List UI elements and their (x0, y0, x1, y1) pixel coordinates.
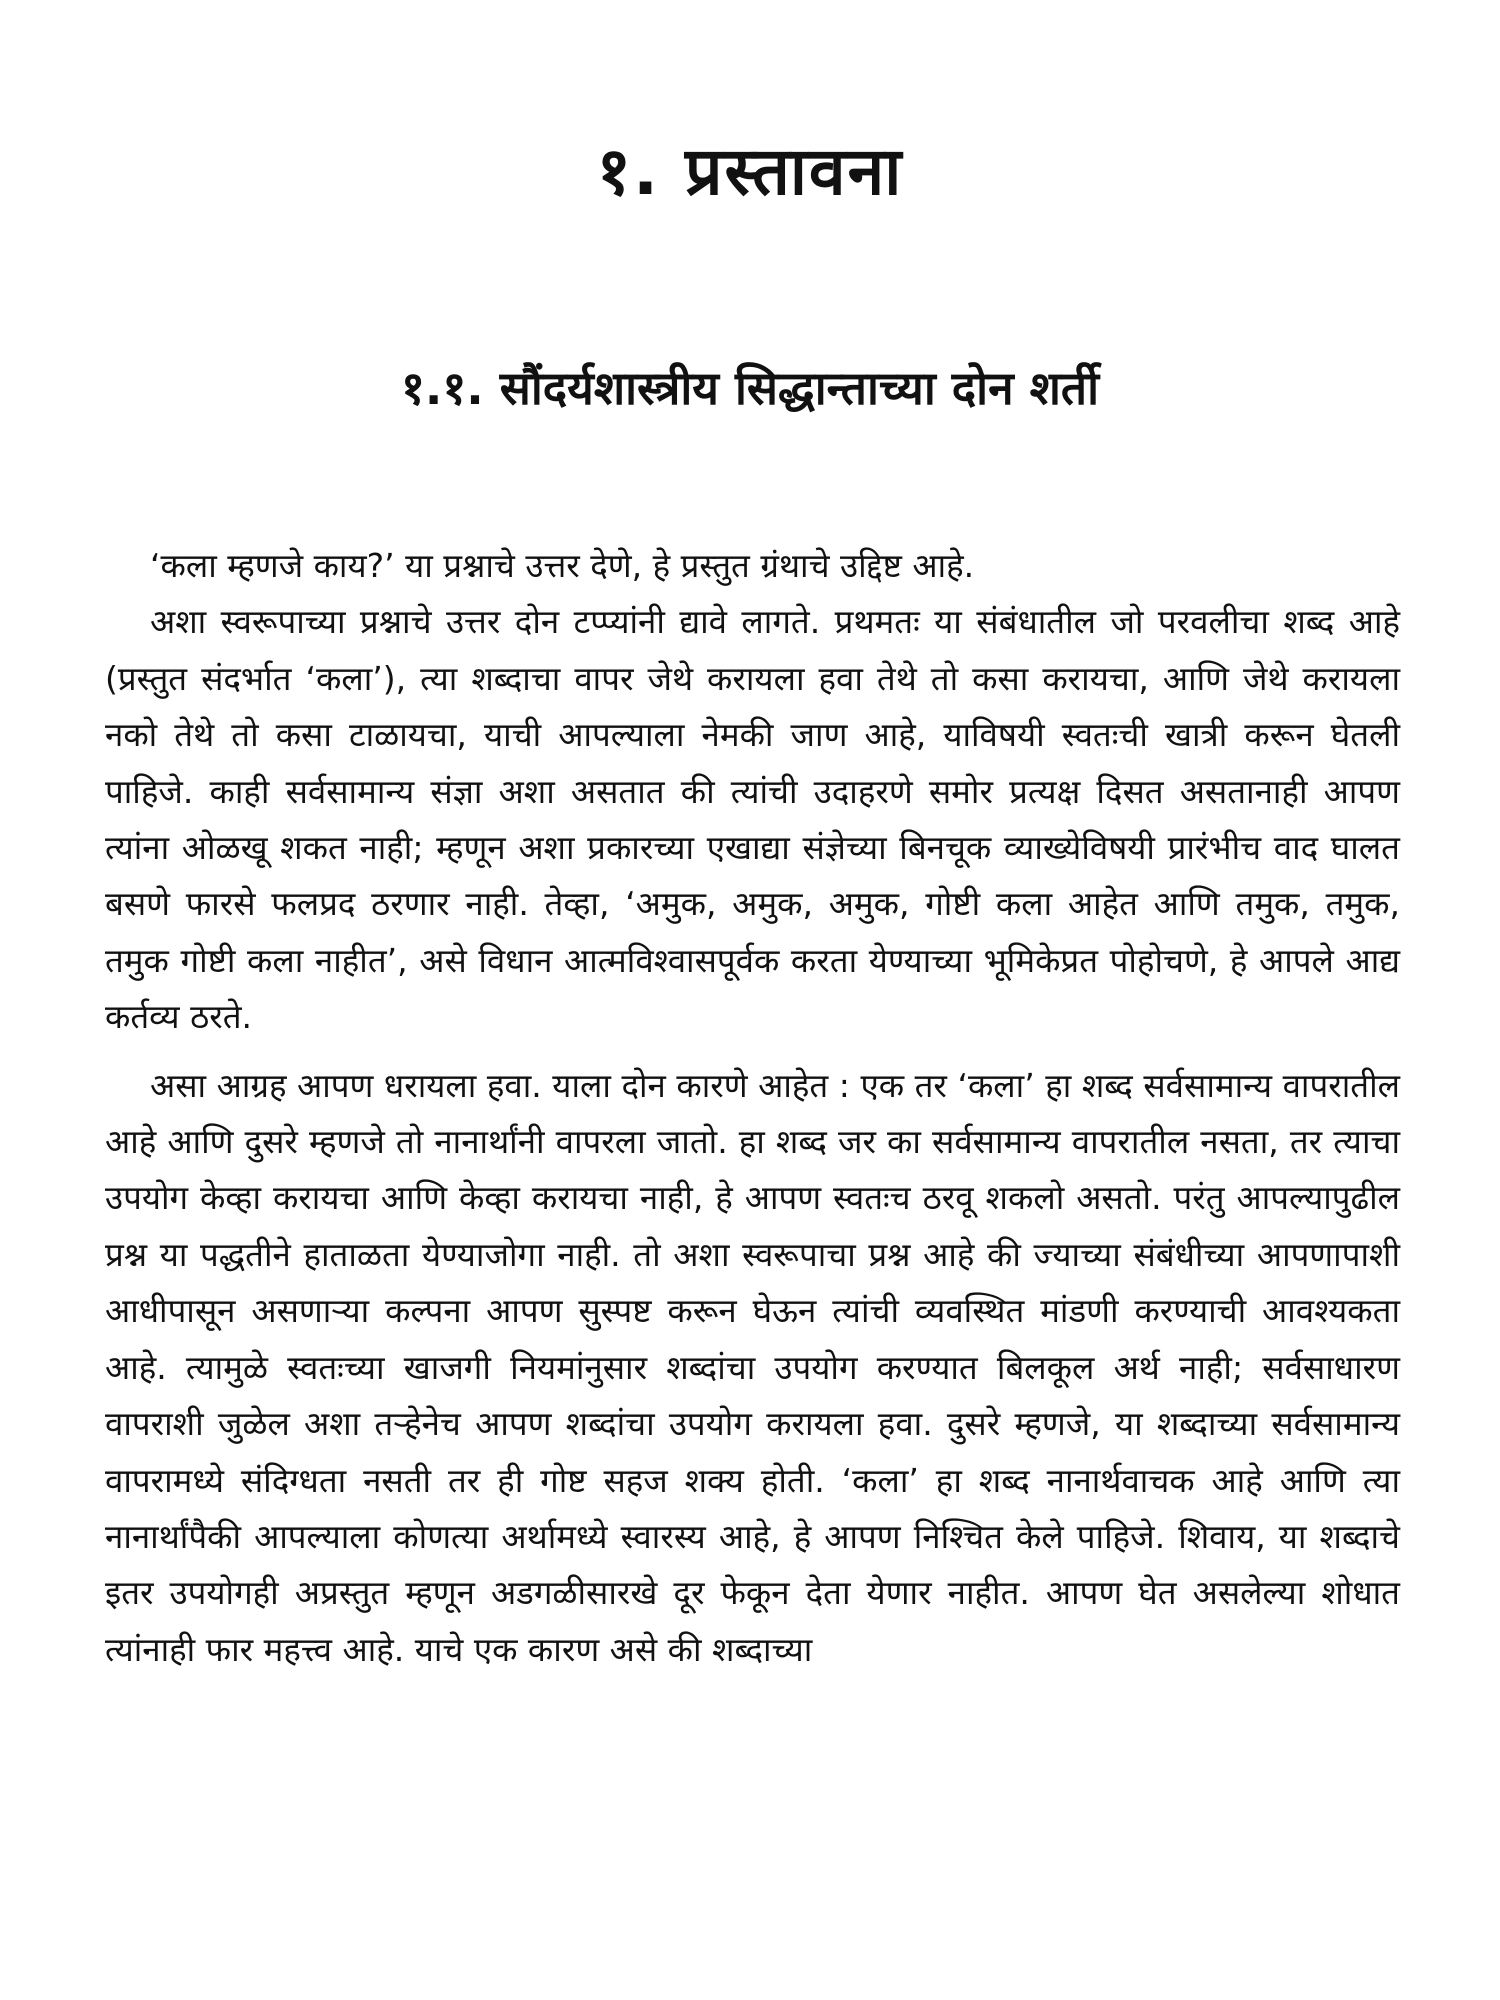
body-text (105, 538, 1400, 1678)
chapter-title: १. प्रस्तावना (596, 133, 904, 211)
paragraph-2: अशा स्वरूपाच्या प्रश्नाचे उत्तर दोन टप्प्यांनी द्यावे लागते. प्रथमतः या संबंधातील जो परवलीचा शब्द आहे (प्रस्तुत संदर्भात ‘कला’), त्या शब्दाचा वापर जेथे करायला हवा तेथे तो कसा करायचा, आणि जेथे करायला नको तेथे तो कसा टाळायचा, याची आपल्याला नेमकी जाण आहे, याविषयी स्वतःची खात्री करून घेतली पाहिजे. काही सर्वसामान्य संज्ञा अशा असतात की त्यांची उदाहरणे समोर प्रत्यक्ष दिसत असतानाही आपण त्यांना ओळखू शकत नाही; म्हणून अशा प्रकारच्या एखाद्या संज्ञेच्या बिनचूक व्याख्येविषयी प्रारंभीच वाद घालत बसणे फारसे फलप्रद ठरणार नाही. तेव्हा, ‘अमुक, अमुक, अमुक, गोष्टी कला आहेत आणि तमुक, तमुक, तमुक गोष्टी कला नाहीत’, असे विधान आत्मविश्वासपूर्वक करता येण्याच्या भूमिकेप्रत पोहोचणे, हे आपले आद्य कर्तव्य ठरते. (105, 602, 1400, 1037)
paragraph-1: ‘कला म्हणजे काय?’ या प्रश्नाचे उत्तर देणे, हे प्रस्तुत ग्रंथाचे उद्दिष्ट आहे. (150, 546, 975, 585)
paragraph-3: असा आग्रह आपण धरायला हवा. याला दोन कारणे आहेत : एक तर ‘कला’ हा शब्द सर्वसामान्य वापरातील आहे आणि दुसरे म्हणजे तो नानार्थांनी वापरला जातो. हा शब्द जर का सर्वसामान्य वापरातील नसता, तर त्याचा उपयोग केव्हा करायचा आणि केव्हा करायचा नाही, हे आपण स्वतःच ठरवू शकलो असतो. परंतु आपल्यापुढील प्रश्न या पद्धतीने हाताळता येण्याजोगा नाही. तो अशा स्वरूपाचा प्रश्न आहे की ज्याच्या संबंधीच्या आपणापाशी आधीपासून असणाऱ्या कल्पना आपण सुस्पष्ट करून घेऊन त्यांची व्यवस्थित मांडणी करण्याची आवश्यकता आहे. त्यामुळे स्वतःच्या खाजगी नियमांनुसार शब्दांचा उपयोग करण्यात बिलकूल अर्थ नाही; सर्वसाधारण वापराशी जुळेल अशा तऱ्हेनेच आपण शब्दांचा उपयोग करायला हवा. दुसरे म्हणजे, या शब्दाच्या सर्वसामान्य वापरामध्ये संदिग्धता नसती तर ही गोष्ट सहज शक्य होती. ‘कला’ हा शब्द नानार्थवाचक आहे आणि त्या नानार्थांपैकी आपल्याला कोणत्या अर्थामध्ये स्वारस्य आहे, हे आपण निश्चित केले पाहिजे. शिवाय, या शब्दाचे इतर उपयोगही अप्रस्तुत म्हणून अडगळीसारखे दूर फेकून देता येणार नाहीत. आपण घेत असलेल्या शोधात त्यांनाही फार महत्त्व आहे. याचे एक कारण असे की शब्दाच्या (105, 1065, 1400, 1669)
section-title: १.१. सौंदर्यशास्त्रीय सिद्धान्ताच्या दोन शर्ती (400, 361, 1100, 416)
